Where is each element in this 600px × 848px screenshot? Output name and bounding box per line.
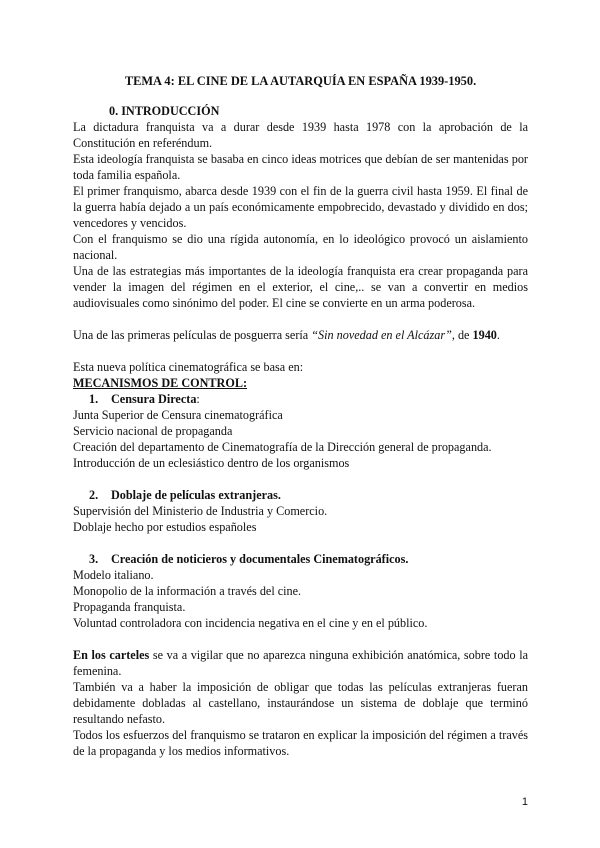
mechanism-number: 3. <box>89 552 99 566</box>
closing-paragraph: Todos los esfuerzos del franquismo se trataron en explicar la imposición del régimen a través de la propaganda y los medios informativos. <box>73 728 528 758</box>
mechanism-item: Supervisión del Ministerio de Industria y Comercio. <box>73 504 328 518</box>
page-number: 1 <box>521 796 528 808</box>
mechanism-number: 2. <box>89 488 99 502</box>
film-sentence-after: . <box>496 328 500 342</box>
mechanism-title: Creación de noticieros y documentales Cinematográficos. <box>111 552 409 566</box>
mechanism-item: Junta Superior de Censura cinematográfica <box>73 408 283 422</box>
mechanism-heading <box>73 551 528 567</box>
intro-paragraph: La dictadura franquista va a durar desde 1939 hasta 1978 con la aprobación de la Constitución en referéndum. <box>73 120 528 150</box>
intro-paragraph: Esta ideología franquista se basaba en cinco ideas motrices que debían de ser mantenidas por toda familia española. <box>73 152 528 182</box>
intro-paragraph: Con el franquismo se dio una rígida autonomía, en lo ideológico provocó un aislamiento nacional. <box>73 232 528 262</box>
document-body <box>73 73 528 759</box>
mechanism-number: 1. <box>89 392 99 406</box>
mechanism-item: Monopolio de la información a través del cine. <box>73 584 302 598</box>
mechanism-item: Creación del departamento de Cinematografía de la Dirección general de propaganda. <box>73 440 492 454</box>
mechanism-heading <box>73 391 528 407</box>
policy-intro: Esta nueva política cinematográfica se basa en: <box>73 360 304 374</box>
film-title: “Sin novedad en el Alcázar” <box>311 328 452 342</box>
mechanism-item: Propaganda franquista. <box>73 600 186 614</box>
intro-paragraph: Una de las estrategias más importantes de la ideología franquista era crear propaganda para vender la imagen del régimen en el exterior, el cine,.. se van a convertir en medios audiovisuales como sinónimo del poder. El cine se convierte en un arma poderosa. <box>73 264 528 310</box>
carteles-lead: En los carteles <box>73 648 150 662</box>
mechanism-title-suffix: : <box>196 392 200 406</box>
mechanism-title: Doblaje de películas extranjeras. <box>111 488 281 502</box>
mechanism-item: Doblaje hecho por estudios españoles <box>73 520 257 534</box>
mechanism-item: Modelo italiano. <box>73 568 154 582</box>
mechanism-item: Introducción de un eclesiástico dentro de los organismos <box>73 456 350 470</box>
intro-heading: 0. INTRODUCCIÓN <box>109 104 220 118</box>
mechanism-item: Servicio nacional de propaganda <box>73 424 233 438</box>
mechanism-item: Voluntad controladora con incidencia negativa en el cine y en el público. <box>73 616 428 630</box>
intro-paragraph: El primer franquismo, abarca desde 1939 con el fin de la guerra civil hasta 1959. El final de la guerra había dejado a un país económicamente empobrecido, devastado y dividido en dos; vencedores y vencidos. <box>73 184 528 230</box>
mechanism-heading <box>73 487 528 503</box>
film-year: 1940 <box>472 328 497 342</box>
mechanisms-heading: MECANISMOS DE CONTROL: <box>73 376 248 390</box>
film-sentence-middle: , de <box>451 328 473 342</box>
film-sentence-before: Una de las primeras películas de posguerra sería <box>73 328 312 342</box>
film-sentence <box>73 327 528 343</box>
mechanism-title: Censura Directa <box>111 392 197 406</box>
closing-paragraph: También va a haber la imposición de obligar que todas las películas extranjeras fueran debidamente dobladas al castellano, instaurándose un sistema de doblaje que terminó resultando nefasto. <box>73 680 528 726</box>
carteles-rest: se va a vigilar que no aparezca ninguna exhibición anatómica, sobre todo la femenina. <box>73 648 528 678</box>
carteles-paragraph <box>73 647 528 679</box>
document-title: TEMA 4: EL CINE DE LA AUTARQUÍA EN ESPAÑA 1939-1950. <box>124 74 477 88</box>
